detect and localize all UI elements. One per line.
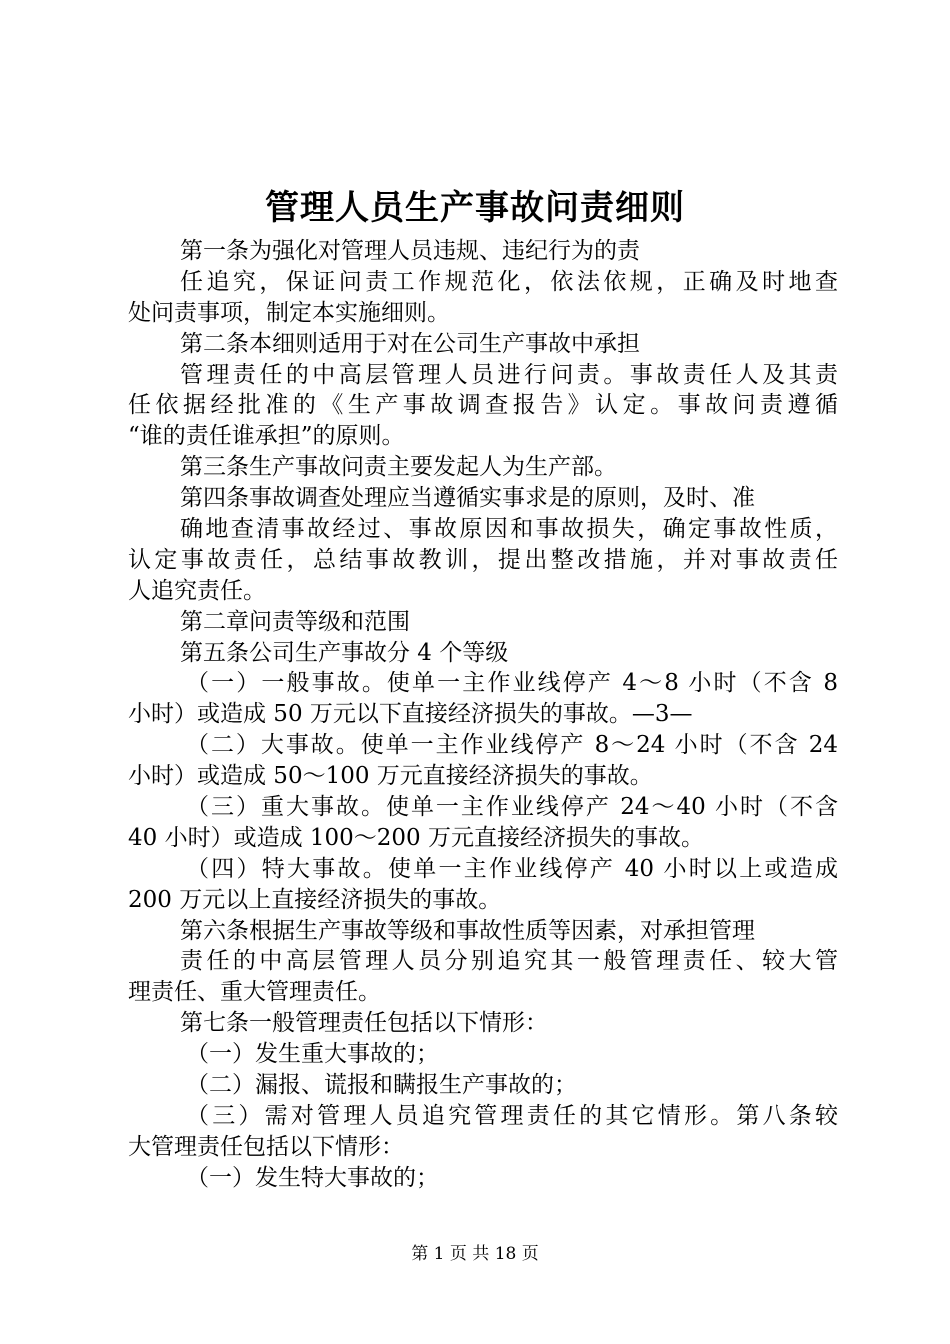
body-line: 任追究，保证问责工作规范化，依法依规，正确及时地查 bbox=[180, 268, 838, 295]
body-line: （三）重大事故。使单一主作业线停产 24～40 小时（不含 bbox=[186, 794, 838, 821]
body-line: 第二条本细则适用于对在公司生产事故中承担 bbox=[180, 330, 640, 357]
body-line: 处问责事项，制定本实施细则。 bbox=[128, 299, 450, 326]
body-line: 认定事故责任，总结事故教训，提出整改措施，并对事故责任 bbox=[128, 546, 838, 573]
body-line: 第二章问责等级和范围 bbox=[180, 608, 410, 635]
body-line: 第一条为强化对管理人员违规、违纪行为的责 bbox=[180, 238, 640, 264]
body-line: 40 小时）或造成 100～200 万元直接经济损失的事故。 bbox=[128, 824, 704, 851]
document-body bbox=[128, 236, 838, 1194]
body-line: 小时）或造成 50～100 万元直接经济损失的事故。 bbox=[128, 763, 653, 790]
body-line: （一）发生重大事故的； bbox=[186, 1041, 439, 1068]
body-line: 第四条事故调查处理应当遵循实事求是的原则，及时、准 bbox=[180, 485, 755, 512]
body-line: （四）特大事故。使单一主作业线停产 40 小时以上或造成 bbox=[186, 855, 838, 882]
body-line: 第三条生产事故问责主要发起人为生产部。 bbox=[180, 454, 617, 481]
page-footer: 第 1 页 共 18 页 bbox=[411, 1244, 539, 1264]
body-line: （三）需对管理人员追究管理责任的其它情形。第八条较 bbox=[186, 1102, 838, 1129]
body-line: 理责任、重大管理责任。 bbox=[128, 979, 381, 1006]
body-line: 大管理责任包括以下情形： bbox=[128, 1133, 404, 1160]
body-line: （一）一般事故。使单一主作业线停产 4～8 小时（不含 8 bbox=[186, 670, 838, 697]
body-line: 200 万元以上直接经济损失的事故。 bbox=[128, 886, 502, 913]
body-line: 责任的中高层管理人员分别追究其一般管理责任、较大管 bbox=[180, 948, 838, 975]
body-line: “谁的责任谁承担”的原则。 bbox=[128, 423, 405, 450]
document-title: 管理人员生产事故问责细则 bbox=[265, 188, 685, 228]
body-line: （一）发生特大事故的； bbox=[186, 1164, 439, 1191]
body-line: 人追究责任。 bbox=[128, 577, 266, 604]
body-line: 管理责任的中高层管理人员进行问责。事故责任人及其责 bbox=[180, 361, 838, 388]
body-line: 任依据经批准的《生产事故调查报告》认定。事故问责遵循 bbox=[128, 392, 838, 419]
body-line: 第七条一般管理责任包括以下情形： bbox=[180, 1010, 548, 1037]
body-line: 确地查清事故经过、事故原因和事故损失，确定事故性质， bbox=[180, 516, 838, 543]
body-line: （二）大事故。使单一主作业线停产 8～24 小时（不含 24 bbox=[186, 732, 838, 759]
body-line: 第五条公司生产事故分 4 个等级 bbox=[180, 639, 509, 666]
body-line: 第六条根据生产事故等级和事故性质等因素，对承担管理 bbox=[180, 917, 755, 944]
body-line: 小时）或造成 50 万元以下直接经济损失的事故。—3— bbox=[128, 701, 693, 728]
body-line: （二）漏报、谎报和瞒报生产事故的； bbox=[186, 1072, 577, 1099]
